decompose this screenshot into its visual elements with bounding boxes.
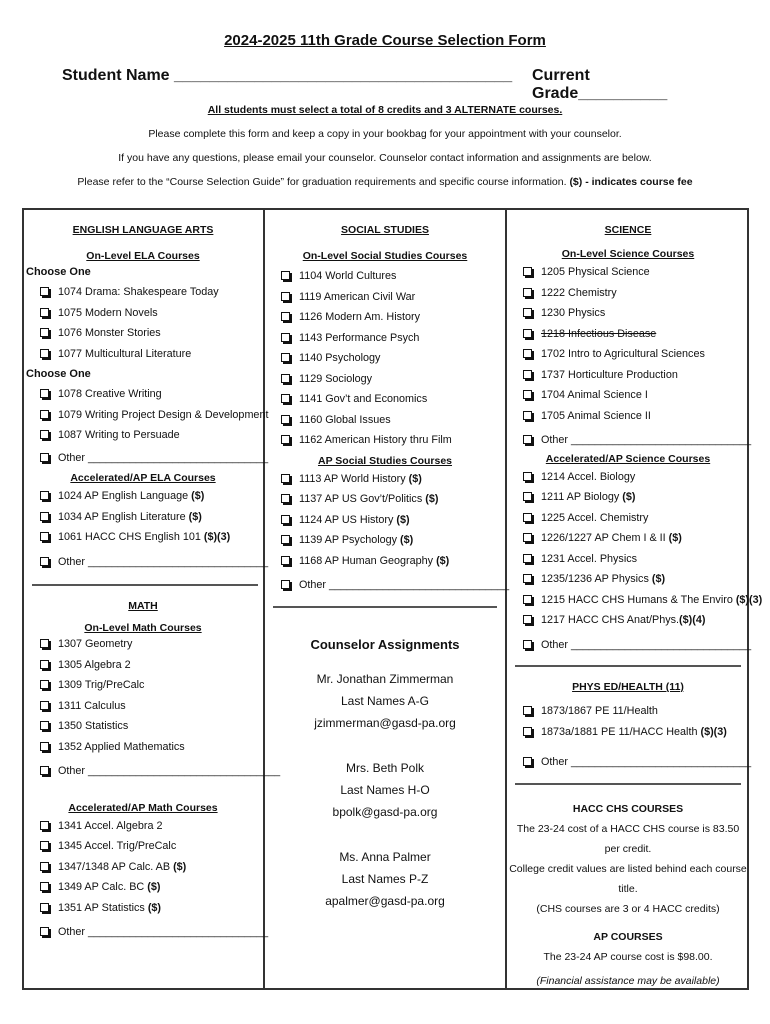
checkbox-icon[interactable] [40, 742, 49, 751]
choose-one-label: Choose One [26, 266, 91, 278]
course-checkbox[interactable] [509, 406, 747, 427]
course-checkbox[interactable] [509, 365, 747, 386]
checkbox-icon[interactable] [281, 494, 290, 503]
checkbox-icon[interactable] [40, 430, 49, 439]
checkbox-icon[interactable] [523, 492, 532, 501]
physed-heading: PHYS ED/HEALTH (11) [572, 681, 684, 693]
ap-info-heading: AP COURSES [593, 930, 663, 943]
course-label: 1074 Drama: Shakespeare Today [58, 286, 219, 298]
checkbox-icon[interactable] [40, 287, 49, 296]
course-checkbox[interactable] [26, 716, 260, 737]
choose-one-label: Choose One [26, 368, 91, 380]
course-checkbox[interactable] [26, 836, 260, 857]
fee-marker: ($) [668, 532, 682, 544]
course-label: 1351 AP Statistics [58, 901, 148, 914]
intro-guide [0, 176, 770, 188]
checkbox-icon[interactable] [523, 472, 532, 481]
course-label: 1225 Accel. Chemistry [541, 511, 649, 524]
checkbox-icon[interactable] [281, 474, 290, 483]
course-label: 1702 Intro to Agricultural Sciences [541, 348, 705, 360]
course-label: 1309 Trig/PreCalc [58, 679, 145, 691]
checkbox-icon[interactable] [40, 491, 49, 500]
checkbox-icon[interactable] [40, 512, 49, 521]
course-checkbox[interactable] [267, 489, 503, 510]
hacc-credit-range: (CHS courses are 3 or 4 HACC credits) [536, 902, 720, 915]
fee-marker: ($) [436, 554, 450, 567]
other-checkbox[interactable] [26, 448, 269, 469]
course-checkbox[interactable] [26, 816, 260, 837]
checkbox-icon[interactable] [281, 556, 290, 565]
other-label: Other ________________________________ [58, 765, 281, 777]
name-row [62, 67, 722, 102]
course-label: 1140 Psychology [299, 352, 381, 364]
checkbox-icon[interactable] [523, 308, 532, 317]
other-label: Other ______________________________ [541, 756, 752, 768]
counselor-name: Ms. Anna Palmer [339, 849, 431, 864]
other-label: Other ______________________________ [541, 638, 752, 651]
checkbox-icon[interactable] [281, 374, 290, 383]
course-label: 1226/1227 AP Chem I & II [541, 532, 669, 544]
financial-assistance-note: (Financial assistance may be available) [536, 974, 720, 987]
course-checkbox[interactable] [509, 701, 747, 722]
ela-ap-heading: Accelerated/AP ELA Courses [70, 472, 216, 484]
checkbox-icon[interactable] [281, 515, 290, 524]
intro-requirement: All students must select a total of 8 credits and 3 ALTERNATE courses. [207, 104, 563, 116]
checkbox-icon[interactable] [281, 415, 290, 424]
course-label: 1345 Accel. Trig/PreCalc [58, 840, 177, 852]
checkbox-icon[interactable] [281, 580, 290, 589]
checkbox-icon[interactable] [523, 288, 532, 297]
course-label: 1230 Physics [541, 307, 606, 319]
other-checkbox[interactable] [267, 575, 510, 596]
ela-heading: ENGLISH LANGUAGE ARTS [72, 224, 214, 236]
other-label: Other ______________________________ [541, 434, 752, 446]
course-checkbox[interactable] [26, 675, 260, 696]
checkbox-icon[interactable] [523, 727, 532, 736]
course-label: 1162 American History thru Film [299, 434, 452, 446]
course-checkbox[interactable] [26, 425, 260, 446]
checkbox-icon[interactable] [40, 660, 49, 669]
checkbox-icon[interactable] [40, 766, 49, 775]
course-checkbox[interactable] [509, 303, 747, 324]
course-label: 1222 Chemistry [541, 286, 617, 299]
checkbox-icon[interactable] [40, 721, 49, 730]
course-checkbox[interactable] [267, 430, 503, 451]
course-label: 1217 HACC CHS Anat/Phys. [541, 614, 680, 626]
course-label: 1347/1348 AP Calc. AB [58, 860, 174, 873]
course-checkbox[interactable] [26, 507, 260, 528]
fee-marker: ($) [188, 510, 202, 523]
course-label: 1124 AP US History [299, 513, 397, 526]
ela-group2 [26, 384, 269, 446]
course-checkbox[interactable] [267, 551, 503, 572]
counselor-email[interactable]: bpolk@gasd-pa.org [332, 804, 438, 819]
checkbox-icon[interactable] [523, 513, 532, 522]
course-checkbox[interactable] [509, 590, 763, 611]
course-checkbox[interactable] [26, 857, 260, 878]
fee-marker: ($) [400, 534, 414, 546]
checkbox-icon[interactable] [523, 267, 532, 276]
checkbox-icon[interactable] [40, 328, 49, 337]
course-checkbox[interactable] [26, 527, 260, 548]
counselor-range: Last Names A-G [340, 693, 430, 708]
course-label: 1141 Gov’t and Economics [299, 393, 428, 405]
checkbox-icon[interactable] [523, 435, 532, 444]
checkbox-icon[interactable] [40, 903, 49, 912]
hacc-heading: HACC CHS COURSES [572, 802, 684, 815]
course-label: 1235/1236 AP Physics [541, 573, 652, 585]
course-label: 1078 Creative Writing [58, 388, 162, 400]
course-checkbox[interactable] [509, 549, 747, 570]
other-checkbox[interactable] [509, 430, 752, 451]
checkbox-icon[interactable] [40, 841, 49, 850]
course-label: 1129 Sociology [299, 372, 373, 385]
course-label: 1341 Accel. Algebra 2 [58, 819, 163, 832]
checkbox-icon[interactable] [523, 615, 532, 624]
checkbox-icon[interactable] [281, 333, 290, 342]
intro-fee-legend: ($) - indicates course fee [569, 176, 693, 188]
counselor-range: Last Names P-Z [341, 871, 429, 886]
intro-instructions: Please complete this form and keep a copy in your bookbag for your appointment with your counselor. [148, 128, 622, 140]
course-checkbox[interactable] [26, 405, 269, 426]
checkbox-icon[interactable] [523, 757, 532, 766]
course-label: 1104 World Cultures [299, 270, 397, 282]
course-label: 1119 American Civil War [299, 290, 416, 303]
course-label: 1704 Animal Science I [541, 389, 648, 401]
course-checkbox[interactable] [509, 262, 747, 283]
checkbox-icon[interactable] [523, 706, 532, 715]
course-label: 1231 Accel. Physics [541, 552, 638, 565]
course-checkbox[interactable] [509, 487, 747, 508]
course-label: 1077 Multicultural Literature [58, 347, 192, 360]
fee-marker: ($) [425, 493, 439, 505]
checkbox-icon[interactable] [40, 680, 49, 689]
course-checkbox[interactable] [267, 369, 503, 390]
course-checkbox[interactable] [26, 877, 260, 898]
other-checkbox[interactable] [26, 922, 269, 943]
checkbox-icon[interactable] [40, 532, 49, 541]
course-label: 1113 AP World History [299, 472, 409, 485]
checkbox-icon[interactable] [523, 390, 532, 399]
math-heading: MATH [128, 600, 158, 612]
counselor-name: Mr. Jonathan Zimmerman [316, 671, 454, 686]
course-checkbox[interactable] [26, 384, 260, 405]
social-onlevel-heading: On-Level Social Studies Courses [302, 250, 468, 262]
science-ap-heading: Accelerated/AP Science Courses [545, 452, 711, 465]
course-label: 1352 Applied Mathematics [58, 740, 185, 753]
checkbox-icon[interactable] [523, 411, 532, 420]
checkbox-icon[interactable] [40, 349, 49, 358]
other-label: Other ______________________________ [299, 579, 510, 591]
course-checkbox[interactable] [267, 510, 503, 531]
other-label: Other ______________________________ [58, 926, 269, 938]
counselor-heading: Counselor Assignments [310, 636, 460, 652]
social-studies-column [267, 224, 510, 912]
fee-marker: ($)(3) [700, 725, 727, 738]
course-label-struck: 1218 Infectious Disease [541, 327, 657, 340]
science-column [509, 224, 763, 991]
ela-onlevel-heading: On-Level ELA Courses [86, 250, 200, 262]
other-label: Other ______________________________ [58, 451, 269, 464]
checkbox-icon[interactable] [40, 308, 49, 317]
course-checkbox[interactable] [26, 282, 260, 303]
course-checkbox[interactable] [26, 898, 260, 919]
checkbox-icon[interactable] [40, 453, 49, 462]
checkbox-icon[interactable] [40, 701, 49, 710]
course-label: 1350 Statistics [58, 720, 129, 732]
other-checkbox[interactable] [26, 761, 281, 782]
science-heading: SCIENCE [604, 224, 652, 236]
counselor-email[interactable]: apalmer@gasd-pa.org [325, 893, 445, 908]
course-checkbox[interactable] [509, 344, 747, 365]
checkbox-icon[interactable] [523, 554, 532, 563]
course-checkbox[interactable] [26, 696, 260, 717]
course-checkbox[interactable] [26, 737, 260, 758]
fee-marker: ($) [147, 881, 161, 893]
course-checkbox[interactable] [509, 722, 747, 743]
fee-marker: ($) [191, 490, 205, 502]
checkbox-icon[interactable] [40, 821, 49, 830]
checkbox-icon[interactable] [40, 882, 49, 891]
course-label: 1139 AP Psychology [299, 534, 401, 546]
checkbox-icon[interactable] [40, 557, 49, 566]
ela-math-column [26, 224, 281, 943]
course-checkbox[interactable] [26, 655, 260, 676]
hacc-credit-note: College credit values are listed behind each course title. [509, 862, 747, 895]
counselor-range: Last Names H-O [340, 782, 430, 797]
other-label: Other ______________________________ [58, 555, 269, 568]
course-label: 1079 Writing Project Design & Development [58, 408, 269, 421]
course-checkbox[interactable] [26, 323, 260, 344]
course-checkbox[interactable] [267, 530, 503, 551]
checkbox-icon[interactable] [281, 292, 290, 301]
column-divider-left [263, 208, 265, 990]
course-checkbox[interactable] [509, 610, 747, 631]
course-label: 1076 Monster Stories [58, 327, 161, 339]
course-checkbox[interactable] [26, 303, 260, 324]
course-checkbox[interactable] [267, 266, 503, 287]
checkbox-icon[interactable] [523, 640, 532, 649]
course-label: 1168 AP Human Geography [299, 554, 437, 567]
fee-marker: ($) [396, 513, 410, 526]
intro-questions: If you have any questions, please email your counselor. Counselor contact information and assignments are below. [118, 152, 652, 164]
social-heading: SOCIAL STUDIES [341, 224, 429, 236]
checkbox-icon[interactable] [40, 927, 49, 936]
course-checkbox[interactable] [267, 328, 503, 349]
checkbox-icon[interactable] [523, 533, 532, 542]
course-checkbox[interactable] [267, 410, 503, 431]
checkbox-icon[interactable] [40, 862, 49, 871]
course-checkbox[interactable] [267, 287, 503, 308]
course-label: 1143 Performance Psych [299, 331, 420, 344]
other-checkbox[interactable] [26, 552, 269, 573]
course-checkbox[interactable] [267, 348, 503, 369]
checkbox-icon[interactable] [281, 535, 290, 544]
checkbox-icon[interactable] [281, 312, 290, 321]
course-checkbox[interactable] [509, 467, 747, 488]
course-checkbox[interactable] [509, 385, 747, 406]
course-label: 1214 Accel. Biology [541, 470, 636, 483]
other-checkbox[interactable] [509, 635, 752, 656]
fee-marker: ($) [651, 573, 666, 585]
course-label: 1087 Writing to Persuade [58, 429, 180, 441]
course-checkbox[interactable] [267, 389, 503, 410]
checkbox-icon[interactable] [523, 329, 532, 338]
checkbox-icon[interactable] [523, 595, 532, 604]
course-label: 1126 Modern Am. History [299, 311, 421, 323]
checkbox-icon[interactable] [40, 389, 49, 398]
science-onlevel-heading: On-Level Science Courses [561, 248, 695, 260]
course-label: 1075 Modern Novels [58, 306, 158, 319]
checkbox-icon[interactable] [281, 435, 290, 444]
fee-marker: ($) [173, 860, 187, 873]
fee-marker: ($)(3) [203, 531, 231, 543]
fee-marker: ($) [622, 491, 636, 503]
course-label: 1307 Geometry [58, 638, 133, 650]
course-checkbox[interactable] [509, 324, 747, 345]
checkbox-icon[interactable] [281, 271, 290, 280]
intro-guide-text: Please refer to the “Course Selection Guide” for graduation requirements and specific course information. [77, 176, 567, 188]
fee-marker: ($) [147, 901, 162, 914]
math-ap-heading: Accelerated/AP Math Courses [68, 801, 218, 814]
counselor-name: Mrs. Beth Polk [345, 760, 425, 775]
checkbox-icon[interactable] [281, 394, 290, 403]
course-label: 1024 AP English Language [58, 490, 192, 502]
course-label: 1034 AP English Literature [58, 510, 189, 523]
form-title: 2024-2025 11th Grade Course Selection Form [224, 32, 546, 49]
fee-marker: ($)(3) [735, 593, 763, 606]
course-checkbox[interactable] [26, 344, 260, 365]
course-label: 1137 AP US Gov’t/Politics [299, 493, 426, 505]
course-checkbox[interactable] [267, 307, 503, 328]
current-grade-field[interactable]: Current Grade__________ [532, 67, 668, 102]
math-onlevel-heading: On-Level Math Courses [84, 622, 202, 634]
course-label: 1160 Global Issues [299, 413, 391, 426]
checkbox-icon[interactable] [523, 370, 532, 379]
course-label: 1705 Animal Science II [541, 409, 651, 422]
checkbox-icon[interactable] [523, 349, 532, 358]
course-checkbox[interactable] [509, 569, 747, 590]
course-checkbox[interactable] [26, 486, 260, 507]
student-name-field[interactable]: Student Name ______________________________________ [62, 67, 513, 84]
course-checkbox[interactable] [26, 634, 260, 655]
course-checkbox[interactable] [509, 283, 747, 304]
ela-group1 [26, 282, 260, 364]
column-divider-right [505, 208, 507, 990]
checkbox-icon[interactable] [40, 410, 49, 419]
course-label: 1873a/1881 PE 11/HACC Health [541, 725, 701, 738]
checkbox-icon[interactable] [523, 574, 532, 583]
course-label: 1061 HACC CHS English 101 [58, 531, 204, 543]
checkbox-icon[interactable] [281, 353, 290, 362]
fee-marker: ($)(4) [679, 614, 706, 626]
course-label: 1205 Physical Science [541, 266, 650, 278]
fee-marker: ($) [408, 472, 422, 485]
counselor-email[interactable]: jzimmerman@gasd-pa.org [314, 715, 456, 730]
course-checkbox[interactable] [509, 528, 747, 549]
course-label: 1873/1867 PE 11/Health [541, 705, 658, 717]
other-checkbox[interactable] [509, 752, 752, 773]
course-label: 1305 Algebra 2 [58, 658, 131, 671]
course-label: 1211 AP Biology [541, 491, 623, 503]
course-label: 1737 Horticulture Production [541, 368, 678, 381]
hacc-cost: The 23-24 cost of a HACC CHS course is 83.50 per credit. [516, 822, 740, 855]
course-label: 1349 AP Calc. BC [58, 881, 148, 893]
course-checkbox[interactable] [267, 469, 503, 490]
course-label: 1215 HACC CHS Humans & The Enviro [541, 593, 736, 606]
social-ap-heading: AP Social Studies Courses [317, 454, 453, 467]
course-label: 1311 Calculus [58, 699, 126, 712]
checkbox-icon[interactable] [40, 639, 49, 648]
course-checkbox[interactable] [509, 508, 747, 529]
ap-cost: The 23-24 AP course cost is $98.00. [543, 950, 713, 963]
